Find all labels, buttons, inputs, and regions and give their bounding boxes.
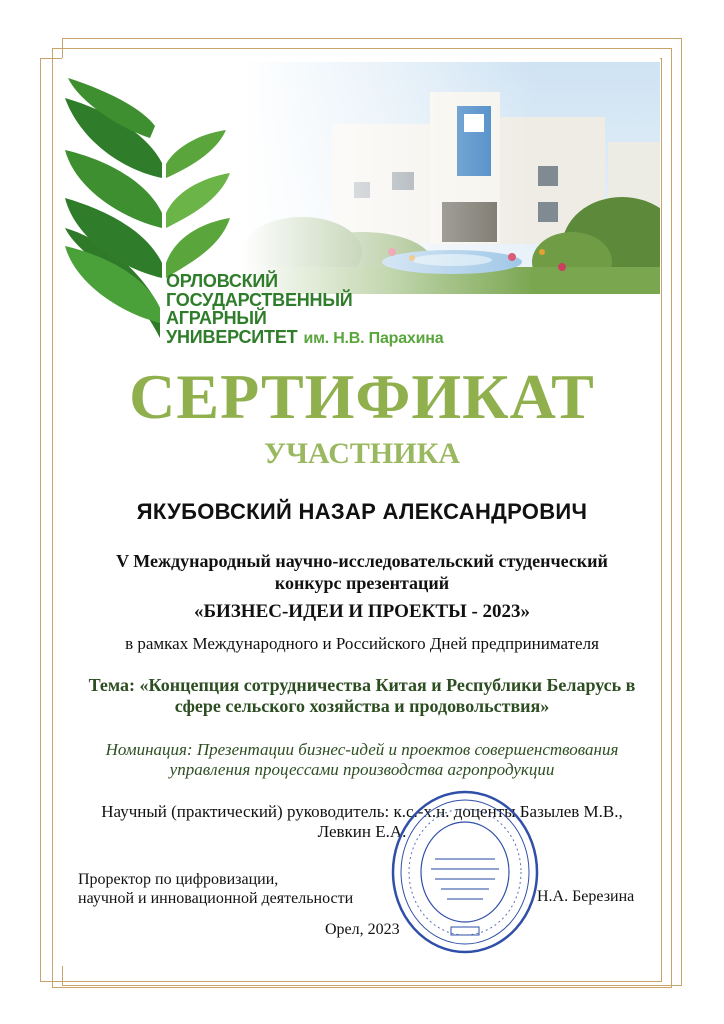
nomination: [0, 740, 724, 780]
contest-description: [0, 550, 724, 594]
university-line-4: УНИВЕРСИТЕТ: [166, 326, 298, 347]
theme: [0, 675, 724, 717]
university-line-3: АГРАРНЫЙ: [166, 308, 267, 328]
place-date: Орел, 2023: [325, 921, 400, 938]
theme-line-2: сфере сельского хозяйства и продовольствия»: [174, 696, 550, 716]
university-line-1: ОРЛОВСКИЙ: [166, 271, 278, 291]
supervisor-line-1: Научный (практический) руководитель: к.с.-х.н. доценты Базылев М.В.,: [101, 802, 623, 821]
signatory-name: Н.А. Березина: [537, 888, 635, 905]
theme-line-1: Тема: «Концепция сотрудничества Китая и Республики Беларусь в: [88, 675, 636, 695]
university-name: [166, 272, 443, 348]
supervisor: [0, 802, 724, 842]
signatory-title-line-2: научной и инновационной деятельности: [78, 890, 354, 907]
contest-frames: в рамках Международного и Российского Дней предпринимателя: [125, 634, 599, 653]
official-stamp-icon: [389, 787, 541, 957]
university-line-2: ГОСУДАРСТВЕННЫЙ: [166, 289, 353, 310]
contest-line-1: V Международный научно-исследовательский студенческий: [116, 551, 608, 571]
recipient-name: ЯКУБОВСКИЙ НАЗАР АЛЕКСАНДРОВИЧ: [136, 499, 588, 524]
nomination-line-1: Номинация: Презентации бизнес-идей и проектов совершенствования: [105, 740, 619, 759]
certificate-subtitle: УЧАСТНИКА: [264, 437, 460, 470]
university-suffix: им. Н.В. Парахина: [303, 329, 444, 347]
signatory-title-line-1: Проректор по цифровизации,: [78, 871, 279, 888]
supervisor-line-2: Левкин Е.А.: [317, 822, 407, 841]
campus-photo: [242, 62, 660, 294]
signatory-title: [78, 870, 353, 908]
contest-line-2: конкурс презентаций: [274, 573, 450, 593]
project-name: «БИЗНЕС-ИДЕИ И ПРОЕКТЫ - 2023»: [193, 601, 531, 622]
nomination-line-2: управления процессами производства агропродукции: [169, 760, 555, 779]
certificate-title: СЕРТИФИКАТ: [129, 361, 595, 432]
